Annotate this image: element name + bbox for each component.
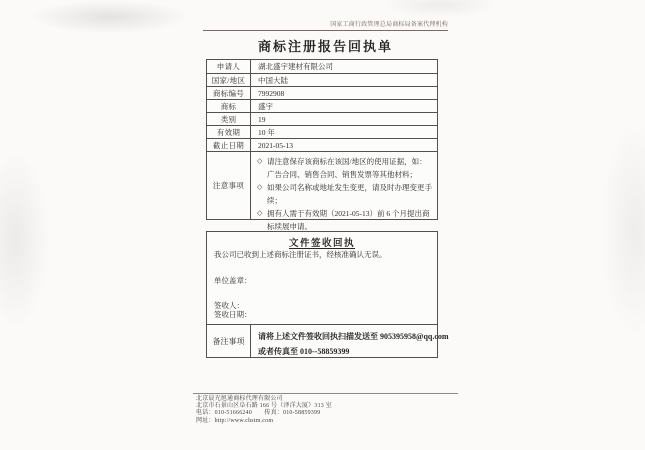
- header-divider: [203, 30, 448, 31]
- footer-divider: [193, 393, 458, 394]
- row-label: 商标编号: [207, 87, 251, 99]
- row-label: 类别: [207, 113, 251, 125]
- remarks-row: [207, 324, 449, 357]
- sign-date-label: 签收日期：: [214, 310, 252, 319]
- footer-phone-fax: 电话：010-51666240 传真：010-58859399: [196, 410, 321, 417]
- row-value: 湖北盛宇建材有限公司: [258, 62, 333, 71]
- signer-label: 签收人：: [214, 301, 244, 310]
- footer-address: 北京市石景山区阜石路 166 号（泽洋大厦）313 室: [196, 403, 332, 410]
- diamond-bullet-icon: ◇: [257, 157, 263, 165]
- notice-text: 如果公司名称或地址发生变更，请及时办理变更手续；: [267, 183, 432, 205]
- agency-footer: [196, 396, 458, 425]
- remarks-label: 备注事项: [207, 325, 251, 357]
- receipt-section: [206, 231, 449, 358]
- row-label: 截止日期: [207, 139, 251, 151]
- agency-filing-note: 国家工商行政管理总局商标局备案代理机构: [330, 22, 448, 28]
- remarks-line-2: 或者传真至 010--58859399: [258, 347, 350, 356]
- notice-item: [257, 181, 432, 207]
- row-value: 盛宇: [258, 101, 273, 111]
- diamond-bullet-icon: ◇: [257, 209, 263, 217]
- scan-smudge: [600, 120, 645, 340]
- row-label: 商标: [207, 100, 251, 112]
- table-row-class: [207, 112, 437, 125]
- row-label: 国家/地区: [207, 74, 251, 86]
- row-value: 19: [258, 114, 266, 124]
- scan-smudge: [30, 0, 190, 34]
- row-label: 注意事项: [207, 152, 251, 219]
- scan-smudge: [380, 0, 500, 18]
- notice-text: 请注意保存该商标在该国/地区的使用证据，如：广告合同、销售合同、销售发票等其他材料；: [267, 157, 427, 179]
- footer-website: 网址：http://www.chstm.com: [196, 417, 274, 424]
- table-row-validity: [207, 125, 437, 138]
- scan-smudge: [0, 150, 50, 330]
- notice-list: [251, 152, 437, 231]
- table-row-expiry-date: [207, 138, 437, 151]
- row-value: 10 年: [258, 127, 275, 137]
- notice-item: [257, 155, 432, 181]
- remarks-line-1: 请将上述文件签收回执扫描发送至 905395958@qq.com: [258, 332, 449, 341]
- receipt-confirmation-text: 我公司已收到上述商标注册证书，经核准确认无误。: [214, 250, 387, 259]
- footer-company-name: 北京晨光旭通商标代理有限公司: [196, 396, 283, 402]
- table-row-notice: [207, 151, 437, 231]
- table-row-country: [207, 73, 437, 86]
- table-row-trademark-number: [207, 86, 437, 99]
- diamond-bullet-icon: ◇: [257, 183, 263, 191]
- row-label: 申请人: [207, 60, 251, 73]
- receipt-title: 文件签收回执: [288, 239, 355, 249]
- table-row-trademark: [207, 99, 437, 112]
- table-row-applicant: [207, 60, 437, 73]
- trademark-info-table: [206, 59, 438, 231]
- row-value: 中国大陆: [258, 75, 288, 85]
- remarks-body: [251, 325, 449, 357]
- row-label: 有效期: [207, 126, 251, 138]
- notice-text: 拥有人需于有效期（2021-05-13）前 6 个月提出商标续展申请。: [267, 209, 430, 231]
- company-seal-label: 单位盖章：: [214, 276, 252, 285]
- row-value: 7992908: [258, 88, 285, 98]
- page-title: 商标注册报告回执单: [257, 39, 393, 54]
- row-value: 2021-05-13: [258, 140, 293, 150]
- notice-item: [257, 207, 432, 233]
- receipt-body: [207, 232, 437, 324]
